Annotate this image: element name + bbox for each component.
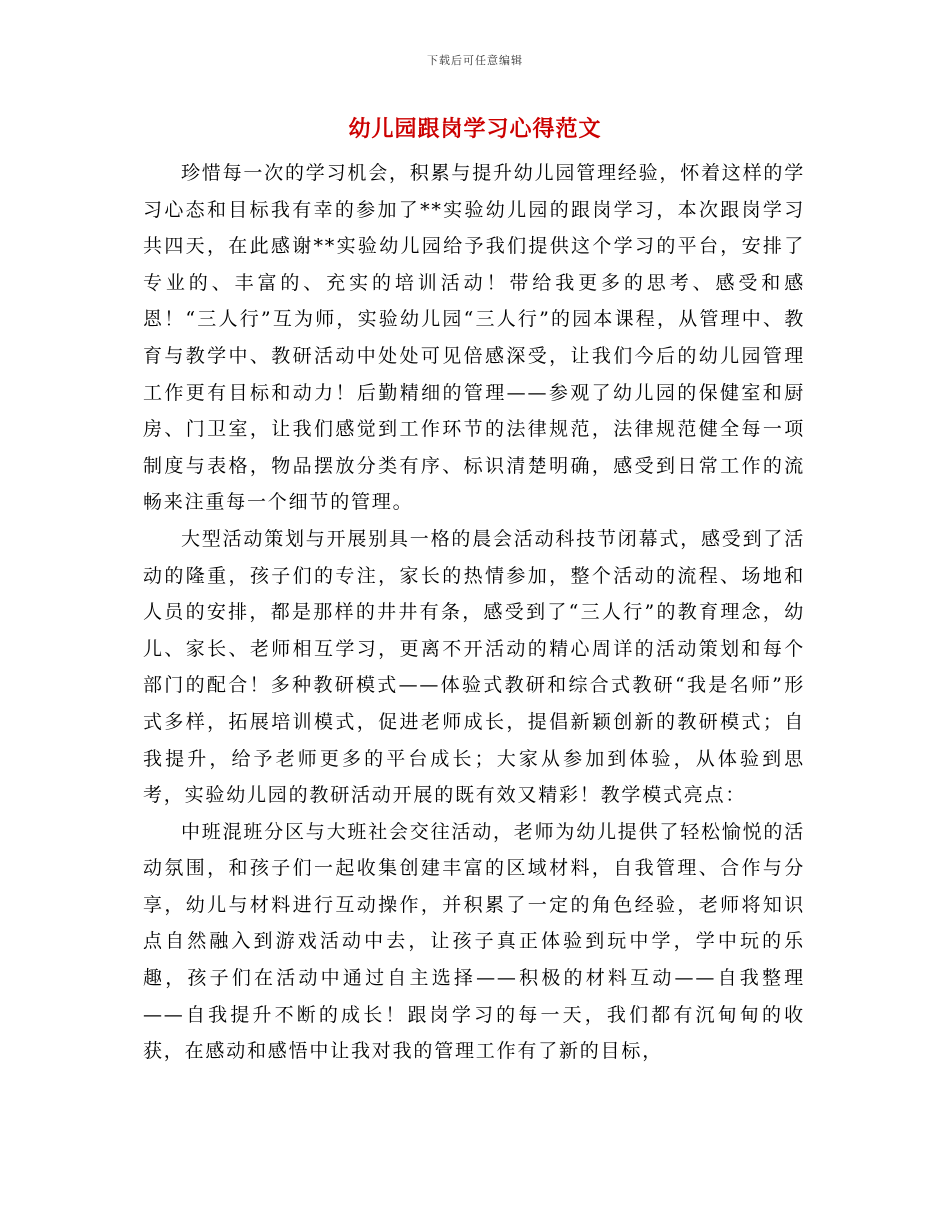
header-note: 下载后可任意编辑 bbox=[427, 54, 523, 67]
document-title: 幼儿园跟岗学习心得范文 bbox=[348, 116, 602, 142]
document-body bbox=[143, 155, 805, 1070]
paragraph-3: 中班混班分区与大班社会交往活动，老师为幼儿提供了轻松愉悦的活动氛围，和孩子们一起收集创建丰富的区域材料，自我管理、合作与分享，幼儿与材料进行互动操作，并积累了一定的角色经验，老师将知识点自然融入到游戏活动中去，让孩子真正体验到玩中学，学中玩的乐趣，孩子们在活动中通过自主选择——积极的材料互动——自我整理——自我提升不断的成长！跟岗学习的每一天，我们都有沉甸甸的收获，在感动和感悟中让我对我的管理工作有了新的目标， bbox=[143, 820, 806, 1063]
paragraph-2: 大型活动策划与开展别具一格的晨会活动科技节闭幕式，感受到了活动的隆重，孩子们的专注，家长的热情参加，整个活动的流程、场地和人员的安排，都是那样的井井有条，感受到了“三人行”的教育理念，幼儿、家长、老师相互学习，更离不开活动的精心周详的活动策划和每个部门的配合！多种教研模式——体验式教研和综合式教研“我是名师”形式多样，拓展培训模式，促进老师成长，提倡新颖创新的教研模式；自我提升，给予老师更多的平台成长；大家从参加到体验，从体验到思考，实验幼儿园的教研活动开展的既有效又精彩！教学模式亮点： bbox=[143, 527, 806, 807]
paragraph-1: 珍惜每一次的学习机会，积累与提升幼儿园管理经验，怀着这样的学习心态和目标我有幸的参加了**实验幼儿园的跟岗学习，本次跟岗学习共四天，在此感谢**实验幼儿园给予我们提供这个学习的平台，安排了专业的、丰富的、充实的培训活动！带给我更多的思考、感受和感恩！“三人行”互为师，实验幼儿园“三人行”的园本课程，从管理中、教育与教学中、教研活动中处处可见倍感深受，让我们今后的幼儿园管理工作更有目标和动力！后勤精细的管理——参观了幼儿园的保健室和厨房、门卫室，让我们感觉到工作环节的法律规范，法律规范健全每一项制度与表格，物品摆放分类有序、标识清楚明确，感受到日常工作的流畅来注重每一个细节的管理。 bbox=[143, 162, 806, 514]
